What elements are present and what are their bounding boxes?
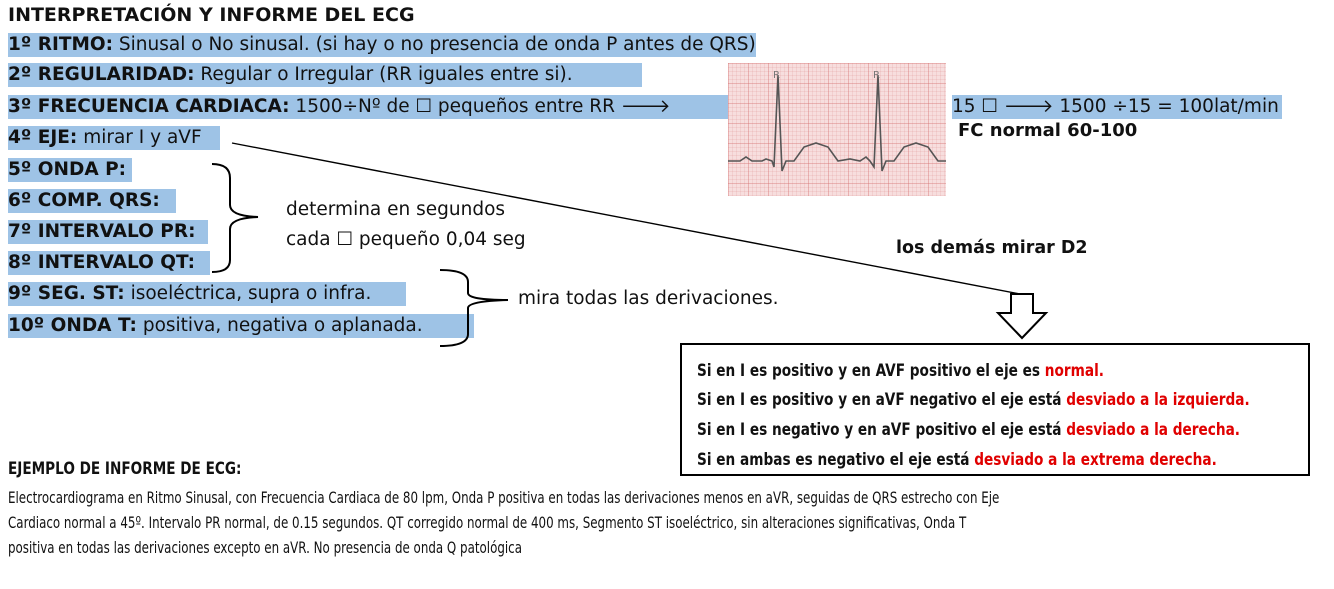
- heart-rate-normal: FC normal 60-100: [958, 120, 1138, 141]
- axis-rule-2: Si en I es positivo y en aVF negativo el eje está desviado a la izquierda.: [697, 390, 1250, 409]
- brace-note-1-line1: determina en segundos: [286, 199, 506, 220]
- example-line-2: Cardiaco normal a 45º. Intervalo PR normal, de 0.15 segundos. QT corregido normal de 400 ms, Segmento ST isoeléctrico, sin alteraciones significativas, Onda T: [8, 513, 967, 532]
- step-frecuencia: 3º FRECUENCIA CARDIACA: 1500÷Nº de ☐ pequeños entre RR 🡒: [8, 95, 732, 119]
- step-regularidad: 2º REGULARIDAD: Regular o Irregular (RR iguales entre si).: [8, 63, 642, 87]
- step-qt: 8º INTERVALO QT:: [8, 251, 210, 275]
- step-eje: 4º EJE: mirar I y aVF: [8, 126, 220, 150]
- example-line-1: Electrocardiograma en Ritmo Sinusal, con Frecuencia Cardiaca de 80 lpm, Onda P positiva en todas las derivaciones menos en aVR, seguidas de QRS estrecho con Eje: [8, 488, 1000, 507]
- axis-rule-1: Si en I es positivo y en AVF positivo el eje es normal.: [697, 361, 1104, 380]
- brace-note-1-line2: cada ☐ pequeño 0,04 seg: [286, 229, 526, 250]
- step-st: 9º SEG. ST: isoeléctrica, supra o infra.: [8, 282, 406, 306]
- brace-steps-9-10: [440, 270, 508, 346]
- brace-steps-5-8: [212, 164, 258, 272]
- ecg-r-label-2: R: [873, 70, 880, 81]
- heart-rate-calc: 15 ☐ 🡒 1500 ÷15 = 100lat/min: [952, 95, 1282, 119]
- brace-note-2: mira todas las derivaciones.: [518, 288, 779, 309]
- down-arrow-icon: [998, 294, 1046, 338]
- others-note: los demás mirar D2: [896, 238, 1088, 258]
- ecg-r-label-1: R: [773, 70, 780, 81]
- axis-rules-box: [680, 343, 1310, 476]
- step-qrs: 6º COMP. QRS:: [8, 189, 176, 213]
- axis-rule-3: Si en I es negativo y en aVF positivo el eje está desviado a la derecha.: [697, 420, 1240, 439]
- step-onda-t: 10º ONDA T: positiva, negativa o aplanada.: [8, 314, 474, 338]
- step-pr: 7º INTERVALO PR:: [8, 220, 208, 244]
- page-title: INTERPRETACIÓN Y INFORME DEL ECG: [8, 4, 415, 26]
- step-ritmo: 1º RITMO: Sinusal o No sinusal. (si hay o no presencia de onda P antes de QRS): [8, 34, 756, 55]
- step-onda-p: 5º ONDA P:: [8, 158, 132, 182]
- example-line-3: positiva en todas las derivaciones excepto en aVR. No presencia de onda Q patológica: [8, 538, 522, 557]
- axis-rule-4: Si en ambas es negativo el eje está desviado a la extrema derecha.: [697, 450, 1217, 469]
- example-title: EJEMPLO DE INFORME DE ECG:: [8, 459, 242, 479]
